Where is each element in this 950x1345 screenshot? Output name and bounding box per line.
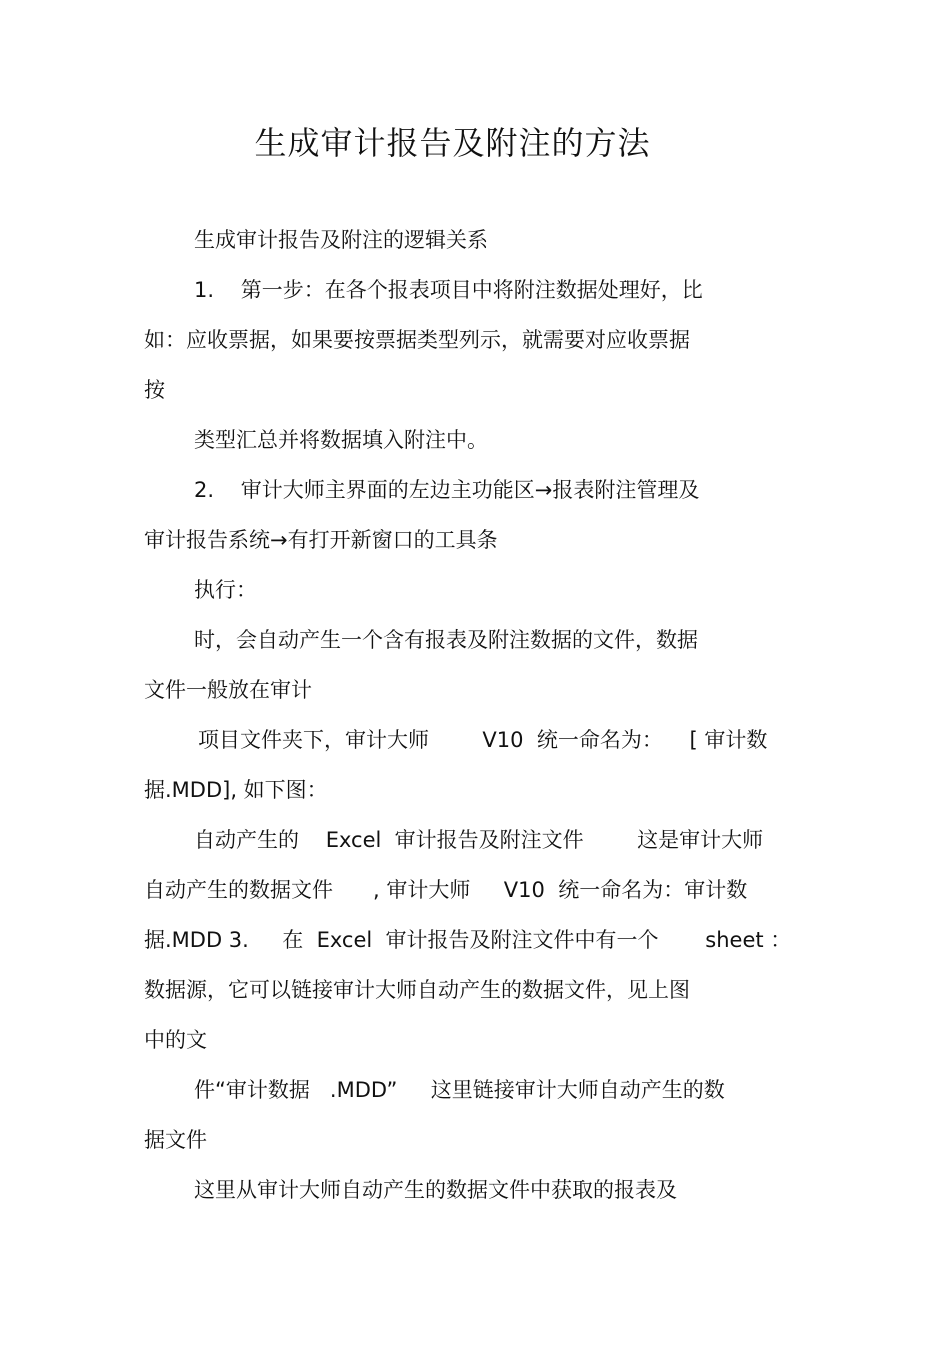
paragraph-line: 时，会自动产生一个含有报表及附注数据的文件，数据 xyxy=(194,628,698,652)
paragraph-line: 自动产生的数据文件 , 审计大师 V10 统一命名为：审计数 xyxy=(144,878,748,902)
paragraph-line: 类型汇总并将数据填入附注中。 xyxy=(194,428,488,452)
paragraph-line: 件“审计数据 .MDD” 这里链接审计大师自动产生的数 xyxy=(194,1078,725,1102)
paragraph-line: 据文件 xyxy=(144,1128,207,1152)
page-title: 生成审计报告及附注的方法 xyxy=(254,124,651,162)
paragraph-line: 自动产生的 Excel 审计报告及附注文件 这是审计大师 xyxy=(194,828,764,852)
paragraph-line: 按 xyxy=(144,378,165,402)
paragraph-line: 生成审计报告及附注的逻辑关系 xyxy=(194,228,488,252)
paragraph-line: 据.MDD 3. 在 Excel 审计报告及附注文件中有一个 sheet ： xyxy=(144,928,792,952)
paragraph-line: 数据源，它可以链接审计大师自动产生的数据文件，见上图 xyxy=(144,978,690,1002)
paragraph-line: 中的文 xyxy=(144,1028,207,1052)
paragraph-line: 项目文件夹下，审计大师 V10 统一命名为： [ 审计数 xyxy=(198,728,768,752)
paragraph-line: 审计报告系统→有打开新窗口的工具条 xyxy=(144,528,498,552)
paragraph-line: 2. 审计大师主界面的左边主功能区→报表附注管理及 xyxy=(194,478,700,502)
paragraph-line: 执行： xyxy=(194,578,257,602)
paragraph-line: 据.MDD], 如下图： xyxy=(144,778,328,802)
paragraph-line: 文件一般放在审计 xyxy=(144,678,312,702)
paragraph-line: 这里从审计大师自动产生的数据文件中获取的报表及 xyxy=(194,1178,677,1202)
paragraph-line: 如：应收票据，如果要按票据类型列示，就需要对应收票据 xyxy=(144,328,690,352)
paragraph-line: 1. 第一步：在各个报表项目中将附注数据处理好，比 xyxy=(194,278,703,302)
